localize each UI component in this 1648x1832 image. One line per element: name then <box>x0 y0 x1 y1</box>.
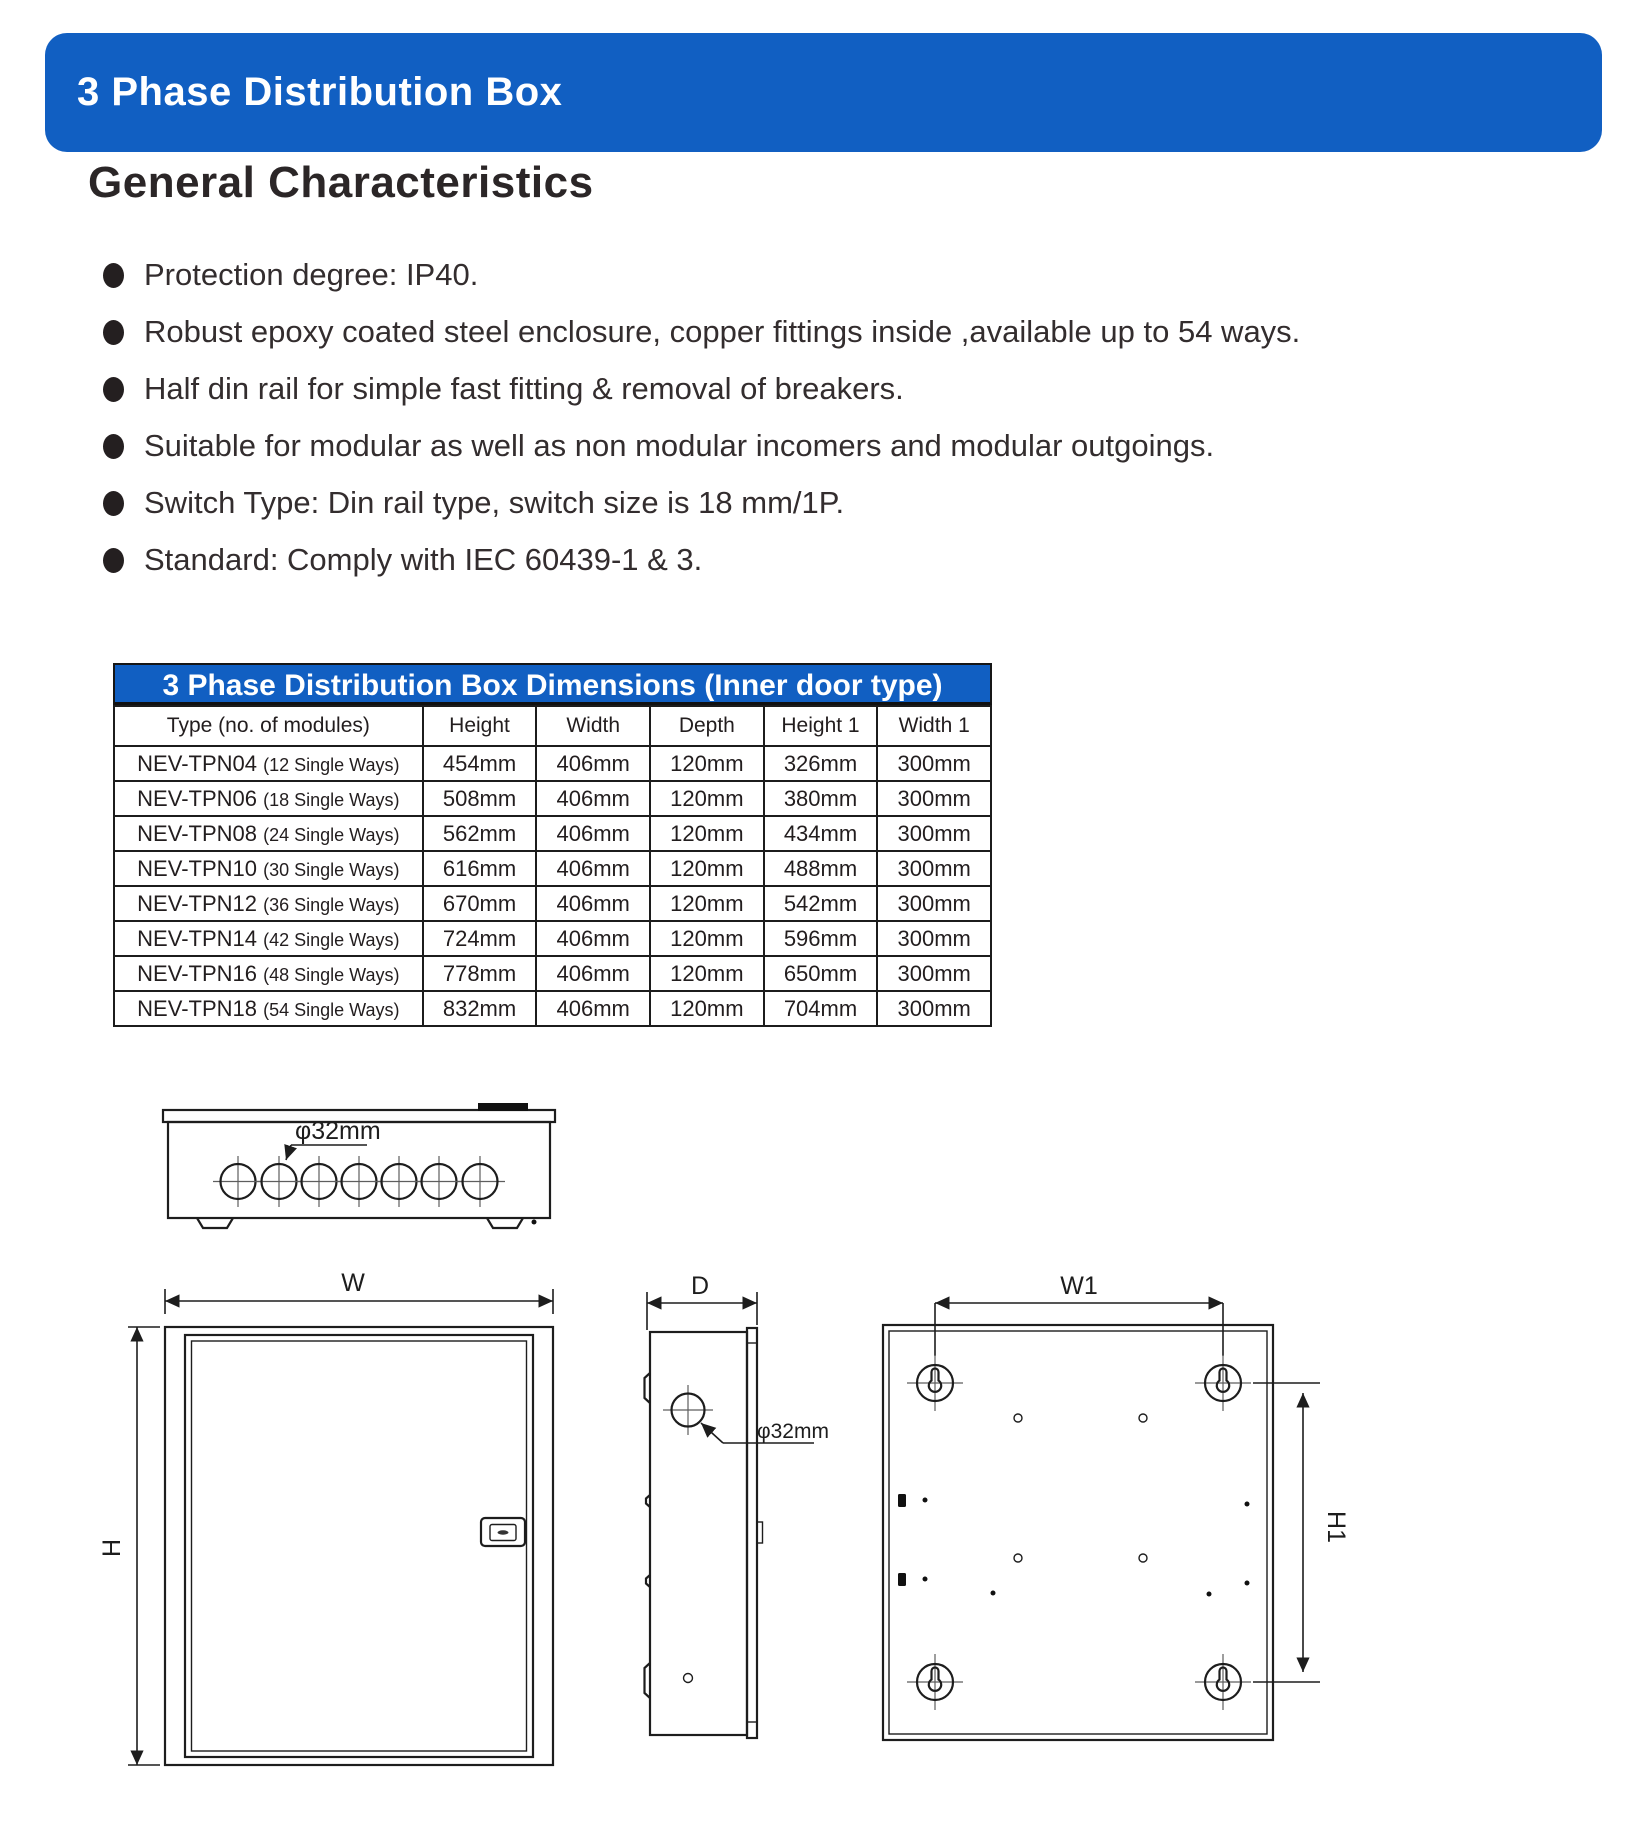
col-header-depth: Depth <box>650 706 764 746</box>
height1-dim-label: H1 <box>1322 1511 1350 1543</box>
door-panel-inner-edge <box>192 1341 527 1751</box>
ways-count: (30 Single Ways) <box>263 859 400 880</box>
cell-depth: 120mm <box>650 991 764 1026</box>
keyhole <box>907 1654 963 1710</box>
cell-type <box>114 886 423 921</box>
leader-arrow <box>286 1145 291 1160</box>
cell-width1: 300mm <box>877 991 991 1026</box>
table-row <box>114 781 991 816</box>
cell-depth: 120mm <box>650 851 764 886</box>
ways-count: (12 Single Ways) <box>263 754 400 775</box>
table-row <box>114 991 991 1026</box>
width-dim-label: W <box>341 1269 365 1297</box>
col-header-width1: Width 1 <box>877 706 991 746</box>
cell-type <box>114 956 423 991</box>
cell-width: 406mm <box>536 781 650 816</box>
cell-width1: 300mm <box>877 956 991 991</box>
table-row <box>114 886 991 921</box>
bullet-icon <box>103 263 124 288</box>
mounting-keyholes <box>907 1355 1251 1710</box>
model-name: NEV-TPN18 <box>137 995 257 1021</box>
cell-width1: 300mm <box>877 886 991 921</box>
model-name: NEV-TPN12 <box>137 890 257 916</box>
table-header-row <box>114 706 991 746</box>
cell-type <box>114 991 423 1026</box>
cell-width1: 300mm <box>877 746 991 781</box>
small-hole <box>684 1674 693 1683</box>
section-heading: General Characteristics <box>88 158 594 207</box>
cell-type <box>114 781 423 816</box>
keyhole <box>1195 1654 1251 1710</box>
width1-dim-label: W1 <box>1060 1272 1098 1300</box>
ways-count: (36 Single Ways) <box>263 894 400 915</box>
bullet-text: Robust epoxy coated steel enclosure, copper fittings inside ,available up to 54 ways. <box>144 314 1301 349</box>
front-view-drawing <box>98 1269 553 1765</box>
table-grid <box>113 705 992 1027</box>
din-clip <box>898 1573 906 1586</box>
panel-holes <box>923 1414 1250 1597</box>
cell-height1: 704mm <box>764 991 878 1026</box>
cell-height: 616mm <box>423 851 537 886</box>
cell-height: 832mm <box>423 991 537 1026</box>
side-body <box>650 1332 747 1735</box>
cell-width: 406mm <box>536 851 650 886</box>
table-row <box>114 816 991 851</box>
bullet-text: Half din rail for simple fast fitting & removal of breakers. <box>144 371 904 406</box>
list-item <box>103 544 1300 576</box>
height-dim-label: H <box>98 1538 126 1558</box>
ways-count: (54 Single Ways) <box>263 999 400 1020</box>
cell-type <box>114 816 423 851</box>
characteristics-list <box>103 259 1300 601</box>
bullet-text: Switch Type: Din rail type, switch size is 18 mm/1P. <box>144 485 845 520</box>
table-row <box>114 956 991 991</box>
table-title: 3 Phase Distribution Box Dimensions (Inner door type) <box>113 663 992 705</box>
cell-depth: 120mm <box>650 781 764 816</box>
list-item <box>103 487 1300 519</box>
cell-height: 562mm <box>423 816 537 851</box>
list-item <box>103 316 1300 348</box>
cell-width1: 300mm <box>877 816 991 851</box>
bullet-icon <box>103 434 124 459</box>
bullet-text: Protection degree: IP40. <box>144 257 479 292</box>
bullet-text: Standard: Comply with IEC 60439-1 & 3. <box>144 542 703 577</box>
hole-diameter-label: φ32mm <box>295 1117 381 1145</box>
table-row <box>114 851 991 886</box>
cell-width: 406mm <box>536 886 650 921</box>
list-item <box>103 373 1300 405</box>
cell-type <box>114 921 423 956</box>
back-panel-inner-edge <box>889 1331 1267 1734</box>
side-view-drawing <box>645 1272 829 1738</box>
top-view-foot-left <box>197 1218 233 1228</box>
cell-depth: 120mm <box>650 816 764 851</box>
cell-width: 406mm <box>536 746 650 781</box>
title-bar-text: 3 Phase Distribution Box <box>77 70 563 114</box>
model-name: NEV-TPN16 <box>137 960 257 986</box>
cell-height1: 596mm <box>764 921 878 956</box>
din-clip <box>898 1494 906 1507</box>
model-name: NEV-TPN06 <box>137 785 257 811</box>
side-door-strip <box>747 1328 757 1738</box>
bullet-icon <box>103 377 124 402</box>
model-name: NEV-TPN08 <box>137 820 257 846</box>
knockout-holes <box>213 1156 505 1207</box>
cell-height1: 380mm <box>764 781 878 816</box>
bullet-icon <box>103 548 124 573</box>
model-name: NEV-TPN10 <box>137 855 257 881</box>
cell-height1: 326mm <box>764 746 878 781</box>
cell-width: 406mm <box>536 956 650 991</box>
depth-dim-label: D <box>690 1272 710 1300</box>
cell-width: 406mm <box>536 921 650 956</box>
table-row <box>114 746 991 781</box>
cell-width1: 300mm <box>877 781 991 816</box>
cell-type <box>114 746 423 781</box>
cell-depth: 120mm <box>650 886 764 921</box>
model-name: NEV-TPN04 <box>137 750 257 776</box>
ways-count: (42 Single Ways) <box>263 929 400 950</box>
list-item <box>103 259 1300 291</box>
cell-height: 670mm <box>423 886 537 921</box>
list-item <box>103 430 1300 462</box>
top-view-drawing <box>163 1103 555 1228</box>
keyhole <box>1195 1355 1251 1411</box>
col-header-width: Width <box>536 706 650 746</box>
ways-count: (18 Single Ways) <box>263 789 400 810</box>
bullet-text: Suitable for modular as well as non modular incomers and modular outgoings. <box>144 428 1215 463</box>
cell-height: 724mm <box>423 921 537 956</box>
back-view-drawing <box>883 1272 1350 1740</box>
ways-count: (24 Single Ways) <box>263 824 400 845</box>
model-name: NEV-TPN14 <box>137 925 257 951</box>
cell-depth: 120mm <box>650 746 764 781</box>
top-view-screw-dot <box>532 1220 537 1225</box>
top-view-tab <box>478 1103 528 1111</box>
table-row <box>114 921 991 956</box>
cell-width: 406mm <box>536 816 650 851</box>
hole-diameter-label: φ32mm <box>757 1420 829 1443</box>
cell-height1: 434mm <box>764 816 878 851</box>
col-header-height1: Height 1 <box>764 706 878 746</box>
cell-width1: 300mm <box>877 851 991 886</box>
technical-drawings <box>0 1090 1648 1832</box>
ways-count: (48 Single Ways) <box>263 964 400 985</box>
cell-height: 508mm <box>423 781 537 816</box>
cell-type <box>114 851 423 886</box>
bullet-icon <box>103 320 124 345</box>
door-panel <box>185 1335 533 1757</box>
cell-width: 406mm <box>536 991 650 1026</box>
cell-depth: 120mm <box>650 921 764 956</box>
cell-height1: 542mm <box>764 886 878 921</box>
cell-height1: 488mm <box>764 851 878 886</box>
cell-height: 778mm <box>423 956 537 991</box>
leader-arrow <box>701 1423 723 1443</box>
door-latch <box>481 1518 525 1546</box>
dimensions-table <box>113 663 992 1027</box>
bullet-icon <box>103 491 124 516</box>
title-bar <box>45 33 1602 152</box>
col-header-type: Type (no. of modules) <box>114 706 423 746</box>
cell-height1: 650mm <box>764 956 878 991</box>
cell-depth: 120mm <box>650 956 764 991</box>
col-header-height: Height <box>423 706 537 746</box>
keyhole <box>907 1355 963 1411</box>
cell-width1: 300mm <box>877 921 991 956</box>
cell-height: 454mm <box>423 746 537 781</box>
top-view-foot-right <box>487 1218 523 1228</box>
